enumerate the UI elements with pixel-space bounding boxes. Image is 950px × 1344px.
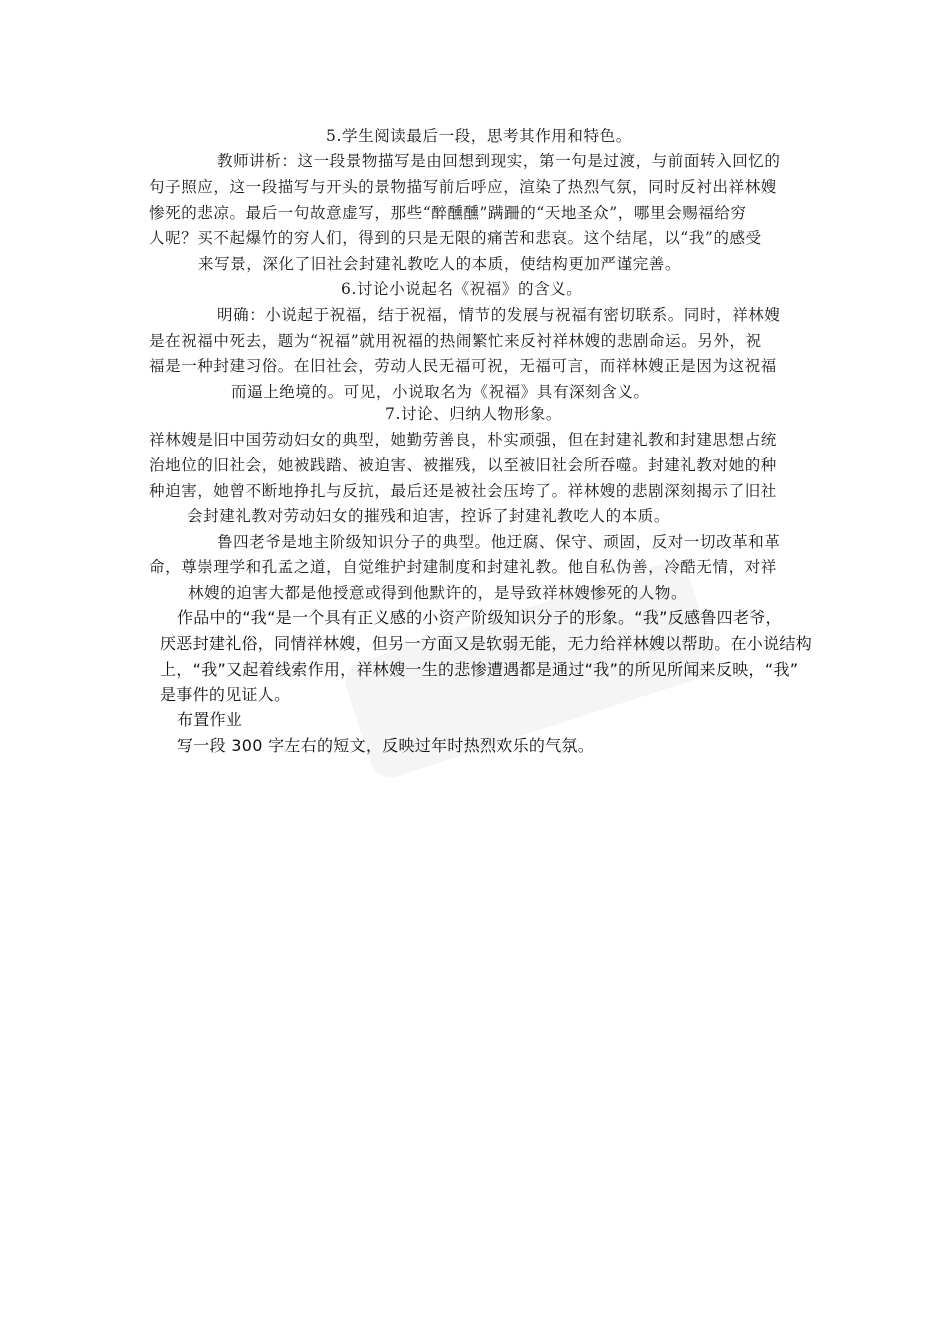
paragraph-line: 种迫害，她曾不断地挣扎与反抗，最后还是被社会压垮了。祥林嫂的悲剧深刻揭示了旧社: [149, 482, 777, 500]
paragraph-line: 作品中的“我“是一个具有正义感的小资产阶级知识分子的形象。“我”反感鲁四老爷，: [177, 608, 782, 627]
paragraph-line: 厌恶封建礼俗，同情祥林嫂，但另一方面又是软弱无能，无力给祥林嫂以帮助。在小说结构: [160, 634, 813, 653]
heading-7: 7.讨论、归纳人物形象。: [385, 405, 562, 423]
heading-5: 5.学生阅读最后一段，思考其作用和特色。: [326, 127, 632, 145]
paragraph-line: 祥林嫂是旧中国劳动妇女的典型，她勤劳善良，朴实顽强，但在封建礼教和封建思想占统: [149, 431, 777, 449]
paragraph-line: 明确：小说起于祝福，结于祝福，情节的发展与祝福有密切联系。同时，祥林嫂: [217, 306, 781, 324]
heading-6: 6.讨论小说起名《祝福》的含义。: [341, 280, 583, 298]
paragraph-line: 教师讲析：这一段景物描写是由回想到现实，第一句是过渡，与前面转入回忆的: [217, 152, 781, 170]
paragraph-line: 鲁四老爷是地主阶级知识分子的典型。他迂腐、保守、顽固，反对一切改革和革: [217, 533, 781, 551]
paragraph-line: 上，“我”又起着线索作用，祥林嫂一生的悲惨遭遇都是通过“我”的所见所闻来反映，“我”: [160, 660, 799, 679]
paragraph-line: 福是一种封建习俗。在旧社会，劳动人民无福可祝，无福可言，而祥林嫂正是因为这祝福: [149, 357, 777, 375]
paragraph-line: 是事件的见证人。: [160, 685, 291, 704]
paragraph-line: 来写景，深化了旧社会封建礼教吃人的本质，使结构更加严谨完善。: [198, 255, 682, 273]
paragraph-line: 林嫂的迫害大都是他授意或得到他默许的，是导致祥林嫂惨死的人物。: [188, 584, 688, 602]
paragraph-line: 惨死的悲凉。最后一句故意虚写，那些“醉醺醺”蹒跚的“天地圣众”，哪里会赐福给穷: [149, 204, 747, 222]
paragraph-line: 命，尊崇理学和孔孟之道，自觉维护封建制度和封建礼教。他自私伪善，冷酷无情，对祥: [149, 558, 777, 576]
paragraph-line: 人呢？买不起爆竹的穷人们，得到的只是无限的痛苦和悲哀。这个结尾，以“我”的感受: [149, 229, 762, 247]
paragraph-line: 句子照应，这一段描写与开头的景物描写前后呼应，渲染了热烈气氛，同时反衬出祥林嫂: [149, 178, 777, 196]
paragraph-line: 治地位的旧社会，她被践踏、被迫害、被摧残，以至被旧社会所吞噬。封建礼教对她的种: [149, 456, 777, 474]
paragraph-line: 会封建礼教对劳动妇女的摧残和迫害，控诉了封建礼教吃人的本质。: [187, 507, 671, 525]
assignment-heading: 布置作业: [177, 710, 243, 729]
paragraph-line: 而逼上绝境的。可见，小说取名为《祝福》具有深刻含义。: [231, 383, 650, 401]
paragraph-line: 是在祝福中死去，题为“祝福”就用祝福的热闹繁忙来反衬祥林嫂的悲剧命运。另外，祝: [149, 332, 762, 350]
assignment-text: 写一段 300 字左右的短文，反映过年时热烈欢乐的气氛。: [177, 736, 595, 755]
